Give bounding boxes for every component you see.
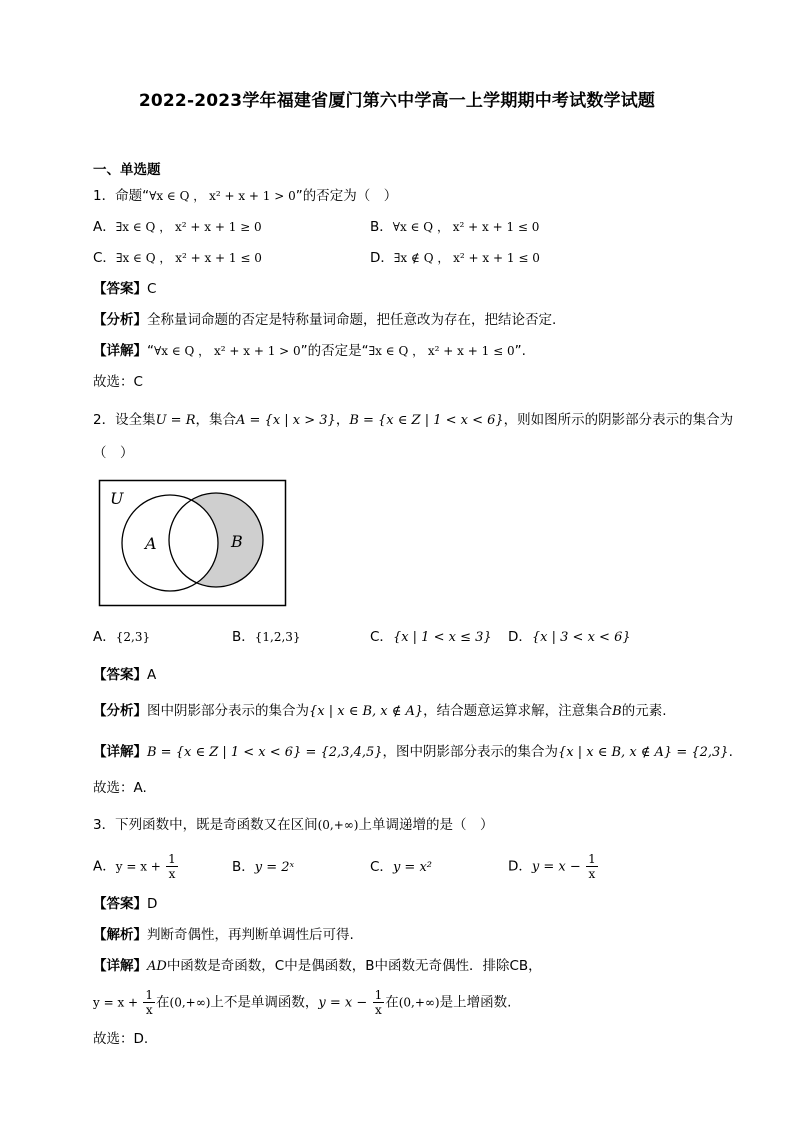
fraction: $\frac{1}{x}$: [145, 988, 154, 1017]
venn-diagram: [98, 479, 288, 608]
q3-choose: 故选：D.: [93, 1031, 149, 1047]
q2-option-c[interactable]: C．{x | 1 < x ≤ 3}: [370, 629, 492, 645]
set-a-label: A: [145, 534, 157, 553]
q2-option-d[interactable]: D．{x | 3 < x < 6}: [508, 629, 631, 645]
q1-option-d[interactable]: D．∃x ∉ Q ， x² + x + 1 ≤ 0: [370, 250, 540, 266]
q3-option-c[interactable]: C．y = x²: [370, 859, 432, 875]
q2-option-a[interactable]: A．{2,3}: [93, 629, 151, 645]
q2-detail: 【详解】B = {x ∈ Z | 1 < x < 6} = {2,3,4,5}，图中阴影部分表示的集合为{x | x ∈ B, x ∉ A} = {2,3}.: [93, 744, 733, 760]
fraction: $\frac{1}{x}$: [588, 852, 596, 881]
q1-answer: 【答案】C: [93, 281, 157, 297]
q3-analysis: 【解析】判断奇偶性，再判断单调性后可得.: [93, 927, 354, 943]
section-heading: 一、单选题: [93, 162, 161, 178]
q3-option-a[interactable]: A．y = x + $\frac{1}{x}$: [93, 852, 176, 881]
q1-analysis: 【分析】全称量词命题的否定是特称量词命题，把任意改为存在，把结论否定.: [93, 312, 557, 328]
question-2: 2．设全集U = R，集合A = {x | x > 3}，B = {x ∈ Z | 1 < x < 6}，则如图所示的阴影部分表示的集合为: [93, 412, 734, 428]
q3-detail-line2: y = x + $\frac{1}{x}$ 在(0,+∞)上不是单调函数，y = x − $\frac{1}{x}$ 在(0,+∞)是上增函数.: [93, 988, 512, 1017]
set-b-label: B: [231, 532, 243, 551]
q1-option-a[interactable]: A．∃x ∈ Q ， x² + x + 1 ≥ 0: [93, 219, 262, 235]
q2-answer: 【答案】A: [93, 667, 157, 683]
q3-detail: 【详解】AD中函数是奇函数，C中是偶函数，B中函数无奇偶性．排除CB，: [93, 958, 542, 974]
fraction: $\frac{1}{x}$: [374, 988, 383, 1017]
universe-label: U: [110, 489, 124, 508]
q3-answer: 【答案】D: [93, 896, 158, 912]
question-3: 3．下列函数中，既是奇函数又在区间(0,+∞)上单调递增的是（ ）: [93, 817, 494, 833]
q3-option-d[interactable]: D．y = x − $\frac{1}{x}$: [508, 852, 596, 881]
q1-choose: 故选：C: [93, 374, 143, 390]
page-title: 2022-2023学年福建省厦门第六中学高一上学期期中考试数学试题: [138, 91, 656, 111]
q2-analysis: 【分析】图中阴影部分表示的集合为{x | x ∈ B, x ∉ A}，结合题意运算求解，注意集合B的元素.: [93, 703, 667, 719]
q1-detail: 【详解】“∀x ∈ Q ， x² + x + 1 > 0”的否定是“∃x ∈ Q ， x² + x + 1 ≤ 0”.: [93, 343, 526, 359]
q1-option-c[interactable]: C．∃x ∈ Q ， x² + x + 1 ≤ 0: [93, 250, 262, 266]
q1-option-b[interactable]: B．∀x ∈ Q ， x² + x + 1 ≤ 0: [370, 219, 540, 235]
q2-choose: 故选：A.: [93, 780, 147, 796]
fraction: $\frac{1}{x}$: [168, 852, 176, 881]
q2-paren: （ ）: [93, 445, 134, 461]
q3-option-b[interactable]: B．y = 2ˣ: [232, 859, 295, 875]
q2-option-b[interactable]: B．{1,2,3}: [232, 629, 301, 645]
question-1: 1．命题“∀x ∈ Q ， x² + x + 1 > 0”的否定为（ ）: [93, 188, 398, 204]
